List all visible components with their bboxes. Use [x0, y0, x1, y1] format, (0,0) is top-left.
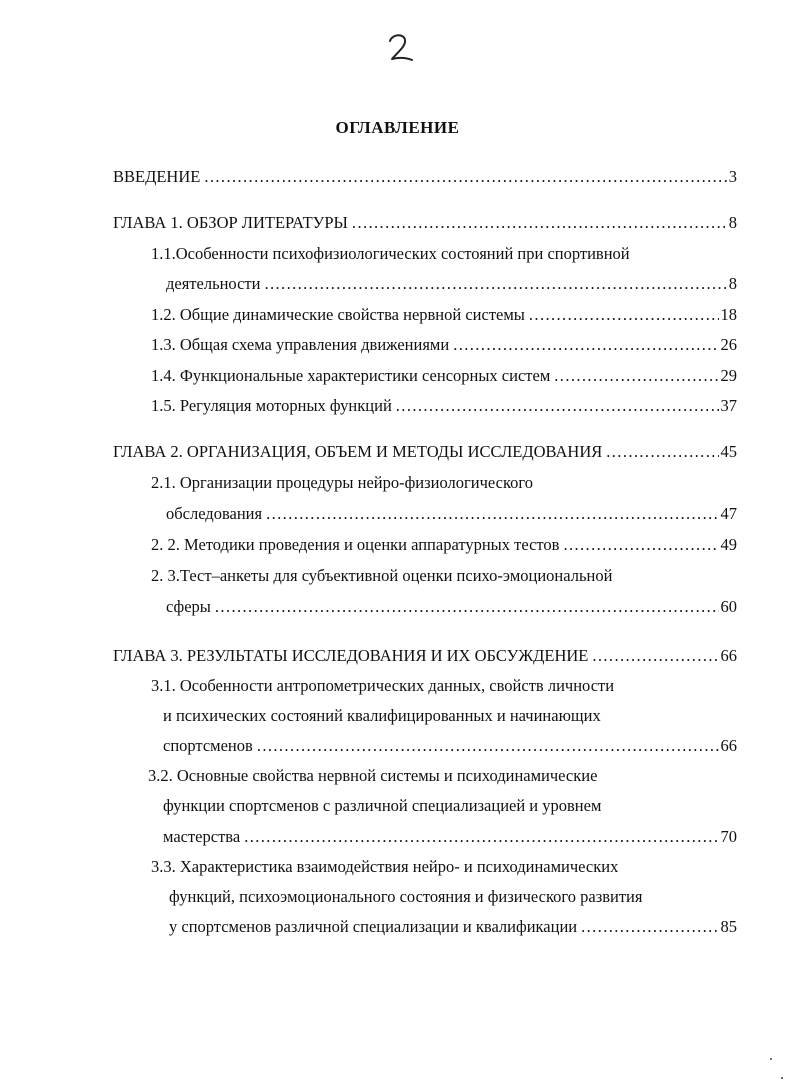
toc-entry-3-2-line-1: 3.2. Основные свойства нервной системы и психодинамические — [148, 766, 598, 785]
toc-leader-dots — [396, 395, 719, 417]
toc-entry-text: 2. 2. Методики проведения и оценки аппаратурных тестов — [151, 535, 560, 554]
toc-entry-text: спортсменов — [163, 736, 253, 755]
toc-leader-dots — [529, 304, 719, 326]
toc-entry-page: 29 — [720, 366, 737, 385]
toc-title: ОГЛАВЛЕНИЕ — [335, 118, 460, 137]
toc-entry-3-1-line-2: и психических состояний квалифицированных и начинающих — [163, 706, 601, 725]
toc-entry-page: 49 — [720, 535, 737, 554]
toc-leader-dots — [581, 916, 718, 938]
toc-entry-page: 45 — [720, 442, 737, 461]
toc-entry-1-4 — [151, 365, 737, 387]
toc-entry-text: ГЛАВА 3. РЕЗУЛЬТАТЫ ИССЛЕДОВАНИЯ И ИХ ОБСУЖДЕНИЕ — [113, 646, 589, 665]
toc-entry-text: ГЛАВА 1. ОБЗОР ЛИТЕРАТУРЫ — [113, 213, 348, 232]
toc-entry-page: 60 — [720, 597, 737, 616]
toc-entry-1-2 — [151, 304, 737, 326]
toc-entry-2-2 — [151, 534, 737, 556]
toc-leader-dots — [453, 334, 718, 356]
toc-entry-3-3-line-3 — [169, 916, 737, 938]
toc-entry-3-3-line-2: функций, психоэмоционального состояния и физического развития — [169, 887, 643, 906]
toc-leader-dots — [592, 645, 718, 667]
toc-entry-3-2-line-3 — [163, 826, 737, 848]
toc-entry-1-3 — [151, 334, 737, 356]
toc-entry-3-2-line-2: функции спортсменов с различной специализацией и уровнем — [163, 796, 602, 815]
toc-entry-page: 47 — [720, 504, 737, 523]
toc-entry-page: 26 — [720, 335, 737, 354]
toc-entry-text: обследования — [166, 504, 263, 523]
toc-entry-text: деятельности — [166, 274, 261, 293]
toc-entry-page: 37 — [720, 396, 737, 415]
toc-leader-dots — [204, 166, 726, 188]
toc-entry-text: 1.2. Общие динамические свойства нервной системы — [151, 305, 525, 324]
toc-entry-2-3-line-2 — [166, 596, 737, 618]
toc-leader-dots — [215, 596, 719, 618]
toc-entry-2-1-line-1: 2.1. Организации процедуры нейро-физиологического — [151, 473, 533, 492]
scan-speck — [770, 1058, 772, 1060]
toc-entry-page: 70 — [720, 827, 737, 846]
toc-leader-dots — [606, 441, 718, 463]
toc-entry-text: 1.5. Регуляция моторных функций — [151, 396, 392, 415]
toc-leader-dots — [257, 735, 719, 757]
toc-leader-dots — [264, 273, 726, 295]
toc-entry-text: ВВЕДЕНИЕ — [113, 167, 201, 186]
toc-entry-chapter-1 — [113, 212, 737, 234]
toc-leader-dots — [352, 212, 727, 234]
toc-entry-1-1-line-1: 1.1.Особенности психофизиологических состояний при спортивной — [151, 244, 630, 263]
toc-entry-text: сферы — [166, 597, 211, 616]
toc-entry-1-5 — [151, 395, 737, 417]
toc-entry-page: 8 — [728, 213, 737, 232]
toc-entry-page: 66 — [720, 736, 737, 755]
toc-entry-text: у спортсменов различной специализации и квалификации — [169, 917, 578, 936]
toc-entry-2-1-line-2 — [166, 503, 737, 525]
toc-entry-text: 1.4. Функциональные характеристики сенсорных систем — [151, 366, 551, 385]
handwritten-two-icon — [380, 28, 420, 68]
toc-leader-dots — [554, 365, 718, 387]
toc-entry-text: ГЛАВА 2. ОРГАНИЗАЦИЯ, ОБЪЕМ И МЕТОДЫ ИССЛЕДОВАНИЯ — [113, 442, 603, 461]
toc-entry-page: 85 — [720, 917, 737, 936]
toc-entry-text: мастерства — [163, 827, 241, 846]
toc-leader-dots — [563, 534, 718, 556]
toc-entry-3-3-line-1: 3.3. Характеристика взаимодействия нейро- и психодинамических — [151, 857, 619, 876]
toc-entry-page: 18 — [720, 305, 737, 324]
scan-speck — [781, 1077, 783, 1079]
toc-entry-3-1-line-3 — [163, 735, 737, 757]
handwritten-page-number — [380, 28, 420, 68]
toc-leader-dots — [266, 503, 718, 525]
toc-leader-dots — [244, 826, 718, 848]
toc-entry-text: 1.3. Общая схема управления движениями — [151, 335, 450, 354]
toc-entry-2-3-line-1: 2. 3.Тест–анкеты для субъективной оценки психо-эмоциональной — [151, 566, 613, 585]
toc-entry-1-1-line-2 — [166, 273, 737, 295]
toc-entry-page: 66 — [720, 646, 737, 665]
toc-entry-page: 3 — [728, 167, 737, 186]
toc-entry-introduction — [113, 166, 737, 188]
toc-entry-3-1-line-1: 3.1. Особенности антропометрических данных, свойств личности — [151, 676, 615, 695]
toc-entry-page: 8 — [728, 274, 737, 293]
toc-entry-chapter-3 — [113, 645, 737, 667]
toc-entry-chapter-2 — [113, 441, 737, 463]
